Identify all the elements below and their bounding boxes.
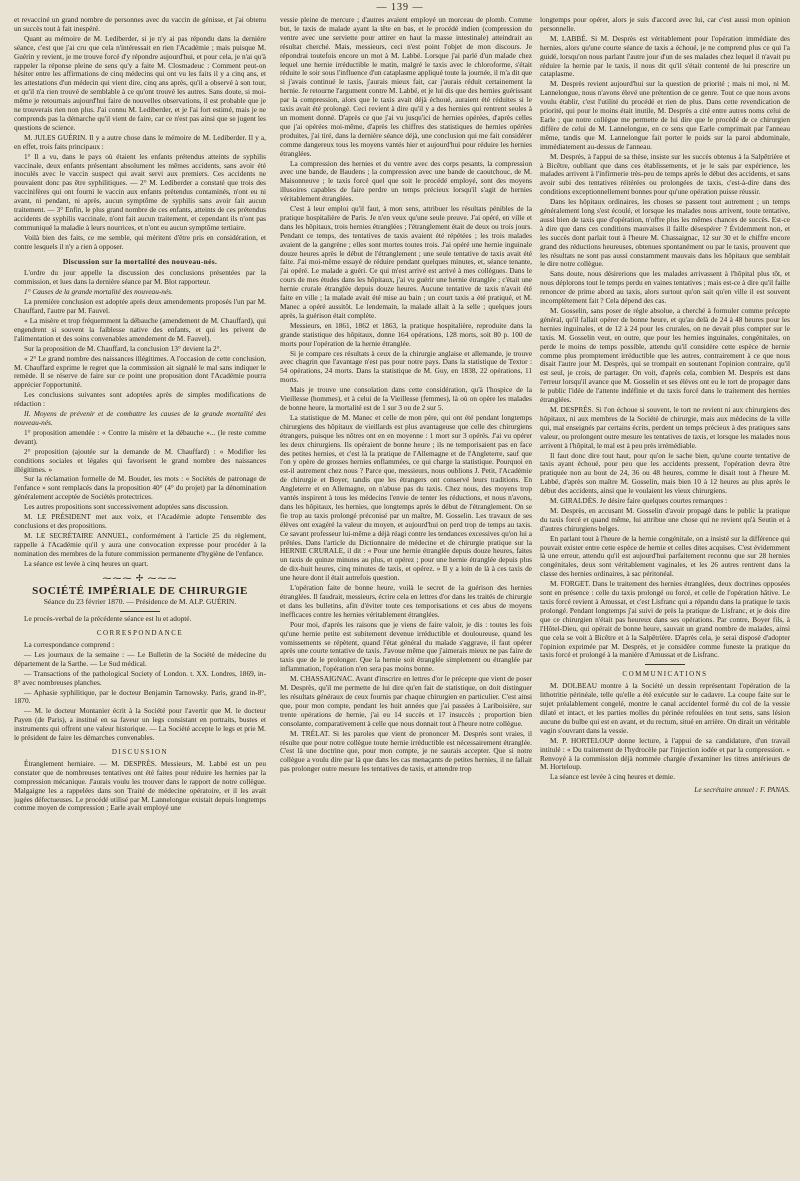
paragraph: M. Desprès, à l'appui de sa thèse, insiste sur les succès obtenus à la Salpêtrière et à Bicêtre, oubliant que dans ces établissements, et je le sais par expérience, les malades arrivent à l'infirmerie très-peu de temps après le début des accidents, et sans avoir subi des tentatives réitérées ou prolongées de taxis, c'est-à-dire dans des conditions exceptionnellement bonnes pour qu'une opération puisse réussir. bbox=[540, 151, 790, 197]
ornament-divider: ⁓⁓⁓ ✢ ⁓⁓⁓ bbox=[102, 573, 178, 584]
paragraph: Sur la réclamation formelle de M. Boudet, les mots : « Sociétés de patronage de l'enfance » sont remplacés dans la proposition 40° (4° du projet) par la dénomination généralement acceptée de Sociétés protectrices. bbox=[14, 474, 266, 502]
paragraph: 1° proposition amendée : « Contre la misère et la débauche »... (le reste comme devant). bbox=[14, 427, 266, 446]
paragraph: M. Desprès, en accusant M. Gosselin d'avoir propagé dans le public la pratique du taxis forcé et quand même, lui attribue une chose qui ne revient qu'à Seutin et à d'autres chirurgiens belges. bbox=[540, 505, 790, 533]
paragraph: Si je compare ces résultats à ceux de la chirurgie anglaise et allemande, je trouve avec chagrin que l'avantage n'est pas pour notre pays. Dans la statistique de Textor : 54 opérations, 24 morts. Dans la statistique de M. Guy, en 1838, 22 opérations, 11 morts. bbox=[280, 348, 532, 385]
divider bbox=[120, 611, 160, 612]
column-right bbox=[540, 16, 790, 1176]
paragraph: Sans doute, nous désirerions que les malades arrivassent à l'hôpital plus tôt, et nous déplorons tout le temps perdu en vaines tentatives ; mais est-ce à dire qu'il faille renoncer de prime abord au taxis, alors surtout qu'on sait qu'en ville il est souvent incomplètement fait ? Cela dépend des cas. bbox=[540, 269, 790, 306]
paragraph: longtemps pour opérer, alors je suis d'accord avec lui, car c'est aussi mon opinion personnelle. bbox=[540, 16, 790, 33]
paragraph: Les conclusions suivantes sont adoptées après de simples modifications de rédaction : bbox=[14, 390, 266, 409]
paragraph: En parlant tout à l'heure de la hernie congénitale, on a insisté sur la différence qui pouvait exister entre cette espèce de hernie et celles dites acquises. C'est évidemment là une erreur, attendu qu'il est aujourd'hui parfaitement reconnu que sur 28 hernies congénitales, deux sont véritablement vaginales, et les 26 autres rentrent dans la classe des hernies ordinaires, à sac péritonéal. bbox=[540, 533, 790, 579]
paragraph: La statistique de M. Manec et celle de mon père, qui ont été pendant longtemps chirurgiens des hôpitaux de vieillards est plus avantageuse que celle des chirurgiens étrangers, puisque les nôtres ont en en moyenne : 1 mort sur 3 opérés. J'ai vu opérer les deux chirurgiens. Ils opéraient de bonne heure ; ils ne temporisaient pas en face des petites hernies, et c'est là la pratique de l'Allemagne et de l'Angleterre, sauf que l'on y opère de grosses hernies enflammées, ce qui charge la statistique. Pourquoi en est-il autrement chez nous ? Parce que, messieurs, nous oublions J. Petit, l'Académie de chirurgie et Boyer, tandis que les étrangers ont conservé leurs traditions. En Angleterre et en Allemagne, on n'abuse pas du taxis. Chez nous, des moyens trop vantés inspirent à tous les médecins l'envie de tenter les réductions, et nous n'avons, dans les hôpitaux, les hernies, que longtemps après le début de l'étranglement. On se fie trop au taxis prolongé préconisé par un maître, M. Gosselin. Les travaux de ses élèves ont exagéré la valeur du moyen, et aujourd'hui on perd trop de temps au taxis. Ce savant professeur lui-même a déjà réagi contre les tendances excessives qu'on lui a prêtées. Dans l'article du Dictionnaire de médecine et de chirurgie pratique sur la HERNIE CRURALE, il dit : « Pour une hernie étranglée depuis douze heures, faites un taxis de quinze minutes au plus, et opérez ; pour une hernie étranglée depuis plus de dix-huit heures, cinq minutes de taxis, et opérez. » Il y a loin de là à ces taxis de une heure dont il était autrefois question. bbox=[280, 412, 532, 583]
paragraph: La séance est levée à cinq heures et demie. bbox=[550, 772, 675, 782]
paragraph: M. LABBÉ. Si M. Desprès est véritablement pour l'opération immédiate des hernies, alors qu'une courte séance de taxis a échoué, je ne comprend plus ce qui l'a guidé, lorsqu'on nous parlant l'autre jour d'un de ses malades chez lequel il n'avait pu réduire la hernie par le taxis, il nous dit qu'il s'était contenté de lui prescrire un cataplasme. bbox=[540, 33, 790, 79]
section-heading: Discussion sur la mortalité des nouveau-nés. bbox=[62, 256, 218, 266]
paragraph: La correspondance comprend : bbox=[24, 640, 115, 649]
paragraph: M. FORGET. Dans le traitement des hernies étranglées, deux doctrines opposées sont en présence : celle du taxis prolongé ou forcé, et celle de l'opération hâtive. Le taxis forcé revient à Amussat, et c'est Lisfranc qui a répandu dans la pratique le taxis prolongé. Pendant longtemps j'ai suivi de près la pratique de Lisfranc, et je dois dire que ce chirurgien n'était pas heureux dans ses opérations. Par contre, Boyer fils, à l'Hôtel-Dieu, qui opérait de bonne heure, sauvait un grand nombre de malades, ainsi que cela se voit à Bicêtre et à la Salpêtrière. D'après cela, je serai disposé d'adopter l'opinion exprimée par M. Desprès, et je considère comme funeste la pratique du taxis forcé et prolongé à la manière d'Amussat et de Lisfranc. bbox=[540, 579, 790, 660]
paragraph: 1° Il a vu, dans le pays où étaient les enfants prétendus atteints de syphilis vaccinale, deux enfants présentant absolument les mêmes accidents, sans avoir été inoculés avec le vaccin suspect qui avait servi aux premiers. Ces accidents ne pouvaient donc pas être syphilitiques. — 2° M. Lediberder a constaté que trois des vaccinifères qui ont fourni le vaccin aux enfants prétendus contaminés, n'ont eu ni avant, ni pendant, ni après, aucun symptôme de syphilis sans avoir fait aucun traitement. — 3° Enfin, le plus grand nombre de ces enfants, atteints de ces prétendus accidents de syphilis vaccinale, n'ont fait aucun traitement, et cependant ils n'ont pas communiqué la maladie à leurs nourrices, et n'ont eu aucun symptôme tertiaire. bbox=[14, 151, 266, 232]
paragraph: Il faut donc dire tout haut, pour qu'on le sache bien, qu'une courte tentative de taxis ayant échoué, pour peu que les accidents pressent, l'opération devra être pratiquée non au bout de 24, 36 ou 48 heures, comme le disait tout à l'heure M. Labbé, d'après son maître M. Gosselin, mais bien 10 à 12 heures au plus après le début des accidents, ainsi que le voulaient les vieux chirurgiens. bbox=[540, 450, 790, 496]
paragraph: Voilà bien des faits, ce me semble, qui méritent d'être pris en considération, et contre lesquels il n'y a rien à opposer. bbox=[14, 232, 266, 251]
column-left bbox=[14, 16, 266, 1176]
section-heading: COMMUNICATIONS bbox=[622, 670, 708, 679]
paragraph: M. P. HORTELOUP donne lecture, à l'appui de sa candidature, d'un travail intitulé : « Du traitement de l'hydrocèle par l'injection iodée et par la compression. » Renvoyé à la commission déjà nommée chargée d'examiner les titres antérieurs de M. Horteloup. bbox=[540, 735, 790, 772]
paragraph: La compression des hernies et du ventre avec des corps pesants, la compression avec une bande, de Baudens ; la compression avec une bande de caoutchouc, de M. Maisonneuve ; le taxis forcé quel que soit le procédé employé, sont des moyens illusoires capables de faire perdre un temps précieux lorsqu'il s'agit de hernies véritablement étranglées. bbox=[280, 158, 532, 204]
paragraph: Étranglement herniaire. — M. DESPRÈS. Messieurs, M. Labbé est un peu constater que de nombreuses tentatives ont été faites pour réduire les hernies par la compression mécanique. J'aurais voulu les trouver dans le rapport de notre collègue. Malgaigne les a rappelées dans son Traité de médecine opératoire, et il les avait jugées défectueuses. Le procédé utilisé par M. Lannelongue existait depuis longtemps comme moyen de compression ; Earle avait employé une bbox=[14, 758, 266, 813]
paragraph: — M. le docteur Montanier écrit à la Société pour l'avertir que M. le docteur Payen (de Paris), a institué en sa faveur un legs consistant en portraits, bustes et instruments qui offrent une valeur historique. — La Société accepte le legs et prie M. le président de faire les démarches convenables. bbox=[14, 706, 266, 743]
page-number: — 139 — bbox=[376, 2, 424, 13]
divider bbox=[645, 664, 685, 665]
column-middle bbox=[280, 16, 532, 1176]
paragraph: « La misère et trop fréquemment la débauche (amendement de M. Chauffard), qui engendrent si souvent la faiblesse native des enfants, et qui les privent de l'alimentation et des soins convenables amendement de M. Fauvel). bbox=[14, 316, 266, 343]
paragraph: M. TRÉLAT. Si les paroles que vient de prononcer M. Desprès sont vraies, il résulte que pour notre collègue toute hernie irréductible est nécessairement étranglée. C'est là une doctrine que, pour mon compte, je ne saurais accepter. Que si notre collègue a voulu dire par là que dans les cas menaçants de petites hernies, il ne fallait pas prolonger outre mesure les tentatives de taxis, et attendre trop bbox=[280, 728, 532, 774]
paragraph: Dans les hôpitaux ordinaires, les choses se passent tout autrement ; un temps généralement long s'est écoulé, et lorsque les malades nous arrivent, toute tentative, aussi bien de taxis que d'opération, n'offre plus les mêmes chances de succès. Est-ce à dire que dans ces conditions mauvaises il faille désespérer ? Évidemment non, et les succès dont parlait tout à l'heure M. Chassaignac, 12 sur 30 et le chiffre encore grand des réductions heureuses, obtenues spontanément ou par le taxis, prouvent que les résultats ne sont pas aussi constamment mauvais dans les hôpitaux que semblait le dire notre collègue. bbox=[540, 197, 790, 269]
paragraph: « 2° Le grand nombre des naissances illégitimes. A l'occasion de cette conclusion, M. Chauffard exprime le regret que la commission ait signalé le mal sans indiquer le remède. Il se réserve de faire sur ce point une proposition dont l'Académie pourra apprécier l'opportunité. bbox=[14, 353, 266, 390]
paragraph: M. GIRALDÈS. Je désire faire quelques courtes remarques : bbox=[550, 496, 728, 506]
paragraph: II. Moyens de prévenir et de combattre les causes de la grande mortalité des nouveau-nés. bbox=[14, 409, 266, 427]
paragraph: Quant au mémoire de M. Lediberder, si je n'y ai pas répondu dans la dernière séance, c'est que j'ai cru que cela n'intéressait en rien l'Académie ; mais puisque M. Guérin y revient, je me trouve forcé d'y répondre aujourd'hui, et pour cela, je n'ai qu'à rappeler la réponse pleine de sens qu'y a faite M. Closmadeuc : Comment peut-on hésiter entre les affirmations de cinq médecins qui ont vu les faits il y a cinq ans, et les attestations d'un médecin qui vient dire, cinq ans après, qu'il a observé à son tour, et qu'il n'a rien trouvé de semblable à ce qu'ont trouvé les autres. Sans doute, si moi-même je retournais aujourd'hui faire de nouvelles observations, il est probable que je ne trouverais rien non plus. J'ai connu M. Lediberder, et je l'ai fort estimé, mais je ne comprends pas la démarche qu'il vient de faire, car ce n'est pas ainsi que se jugent les questions de science. bbox=[14, 33, 266, 132]
paragraph: — Transactions of the pathological Society of London. t. XX. Londres, 1869, in-8° avec nombreuses planches. bbox=[14, 668, 266, 687]
paragraph: Mais je trouve une consolation dans cette considération, qu'à l'hospice de la Vieillesse (hommes), et à celui de la Vieillesse (femmes), là où on opère les malades de bonne heure, la mortalité est de 1 sur 3 ou de 2 sur 5. bbox=[280, 385, 532, 412]
section-heading: DISCUSSION bbox=[111, 747, 169, 756]
paragraph: Pour moi, d'après les raisons que je viens de faire valoir, je dis : toutes les fois qu'une hernie petite est subitement devenue irréductible et douloureuse, quand les vomissements se répètent, quand l'état général du malade s'aggrave, il faut opérer après une courte tentative de taxis. J'avoue même que j'aimerais mieux ne pas faire de taxis que de le prolonger. Que la hernie soit étranglée simplement ou étranglée par inflammation, l'opération n'en sera pas moins bonne. bbox=[280, 619, 532, 674]
paragraph: Les autres propositions sont successivement adoptées sans discussion. bbox=[24, 502, 229, 512]
paragraph: Sur la proposition de M. Chauffard, la conclusion 13° devient la 2°. bbox=[24, 343, 222, 353]
paragraph: C'est à leur emploi qu'il faut, à mon sens, attribuer les résultats pénibles de la pratique hospitalière de Paris. Je n'en veux qu'une seule preuve. J'ai opéré, en ville et dans les hôpitaux, trois hernies étranglées ; l'étranglement était de deux ou trois jours. Pendant ce temps, des tentatives de taxis avaient été répétées ; les trois malades avaient de la gangrène ; elles sont mortes toutes trois. J'ai opéré une hernie inguinale douze heures après le début de l'étranglement ; une seule tentative de taxis avait été faite. J'ai moi-même essayé de réduire pendant quelques minutes, et, séance tenante, j'ai opéré. Le malade a guéri. Ce qui m'est arrivé est arrivé à mes collègues. Dans le cours de mes études dans les hôpitaux, j'ai vu guérir une hernie étranglée ; c'était une hernie crurale étranglée depuis douze heures. Aucune tentative de taxis n'avait été faite en ville ; la malade avait été mise au bain ; un court taxis a été pratiqué, et M. Manec a opéré aussitôt. Le lendemain, la malade allait à la selle ; quelques jours après, la guérison était complète. bbox=[280, 204, 532, 320]
paragraph: M. LE SECRÉTAIRE ANNUEL, conformément à l'article 25 du règlement, rappelle à l'Académie qu'il y aura une convocation expresse pour procéder à la nomination des membres de la future commission permanente d'hygiène de l'enfance. bbox=[14, 530, 266, 558]
section-heading: CORRESPONDANCE bbox=[96, 629, 184, 638]
paragraph: Le procès-verbal de la précédente séance est lu et adopté. bbox=[24, 614, 192, 624]
paragraph: M. DOLBEAU montre à la Société un dessin représentant l'opération de la lithotritie périnéale, telle qu'elle a été exécutée sur le cadavre. La coupe faite sur le sujet préalablement congelé, montre le canal accidentel formé du col de la vessie dilaté et intact, et les parties molles du périnée refoulées en tout sens, sans lésion aucune du bulbe qui est en avant, et du rectum, situé en arrière. On dirait un véritable vagin s'ouvrant dans la vessie. bbox=[540, 681, 790, 735]
paragraph: M. Desprès revient aujourd'hui sur la question de priorité ; mais ni moi, ni M. Lannelongue, nous n'avons élevé une prétention de ce genre. Tout ce que nous avons voulu établir, c'est l'utilité du procédé et rien de plus. Dans cette revendication de priorité, qui pour le moins était inutile, M. Desprès a cité entre autres noms celui de Earle ; que notre collègue me permette de lui dire que le procédé de ce chirurgien diffère de celui de M. Lannelongue, en ce sens que Earle comprimait par l'anneau même, tandis que M. Lannelongue fait porter le poids sur la paroi abdominale, immédiatement au-dessus de l'anneau. bbox=[540, 79, 790, 151]
paragraph: — Aphasie syphilitique, par le docteur Benjamin Tarnowsky. Paris, grand in-8°, 1870. bbox=[14, 687, 266, 706]
paragraph: — Les journaux de la semaine : — Le Bulletin de la Société de médecine du département de la Sarthe. — Le Sud médical. bbox=[14, 649, 266, 668]
paragraph: L'ordre du jour appelle la discussion des conclusions présentées par la commission, et lues dans la dernière séance par M. Blot rapporteur. bbox=[14, 268, 266, 287]
paragraph: et revacciné un grand nombre de personnes avec du vaccin de génisse, et j'ai obtenu un succès tout à fait inespéré. bbox=[14, 16, 266, 33]
paragraph: M. DESPRÈS. Si l'on échoue si souvent, le tort ne revient ni aux chirurgiens des hôpitaux, ni aux membres de la Société de chirurgie, mais aux médecins de la ville qui, mal enseignés par certains écrits, perdent un temps précieux à des pratiques sans valeur, ou prolongent outre mesure les tentatives de taxis, et lorsque les malades nous arrivent à l'hôpital, le mal est à peu près irrémédiable. bbox=[540, 404, 790, 450]
paragraph: La séance est levée à cinq heures un quart. bbox=[24, 558, 149, 568]
paragraph: M. LE PRÉSIDENT met aux voix, et l'Académie adopte l'ensemble des conclusions et des propositions. bbox=[14, 512, 266, 530]
paragraph: M. JULES GUÉRIN. Il y a autre chose dans le mémoire de M. Lediberder. Il y a, en effet, trois faits principaux : bbox=[14, 132, 266, 151]
signature-line: Le secrétaire annuel : F. PANAS. bbox=[694, 785, 790, 795]
paragraph: M. Gosselin, sans poser de règle absolue, a cherché à formuler comme précepte général, qu'il fallait opérer de bonne heure, et qu'au delà de 24 à 48 heures pour les hernies inguinales, et de 12 à 24 pour les crurales, on ne devait plus compter sur le taxis. M. Gosselin veut, en outre, que pour les hernies inguinales, congénitales, on perde le moins de temps possible, attendu qu'il considère cette espèce de hernie comme plus promptement irréductible que les autres, contrairement à ce que nous disait l'autre jour M. Desprès, qui se trompait en soutenant l'opinion contraire, qu'il est seul, je crois, de partager. On voit, d'après cela, combien M. Desprès est dans l'erreur lorsqu'il avance que M. Gosselin et ses élèves ont eu le tort de propager dans le public l'idée de l'attente indéfinie et du taxis forcé dans le traitement des hernies étranglées. bbox=[540, 306, 790, 405]
paragraph: M. CHASSAIGNAC. Avant d'inscrire en lettres d'or le précepte que vient de poser M. Desprès, qu'il me permette de lui dire qu'en fait de statistique, on doit distinguer les résultats généraux de ceux fournis par chaque chirurgien en particulier. C'est ainsi que, pour mon compte, pendant les huit années que j'ai passées à Lariboisière, sur trente opérations de hernie, j'ai eu 14 succès et 17 insuccès ; proportion bien consolante, comparativement à celle que nous donnait tout à l'heure notre collègue. bbox=[280, 674, 532, 728]
paragraph: L'opération faite de bonne heure, voilà le secret de la guérison des hernies étranglées. Il faudrait, messieurs, écrire cela en lettres d'or dans les traités de chirurgie et dans les bulletins, afin d'éviter toute ces temporisations et ces abus de moyens inefficaces contre les hernies véritablement étranglées. bbox=[280, 583, 532, 619]
session-line: Séance du 23 février 1870. — Présidence de M. ALP. GUÉRIN. bbox=[43, 597, 237, 607]
society-title: SOCIÉTÉ IMPÉRIALE DE CHIRURGIE bbox=[32, 585, 248, 598]
paragraph: La première conclusion est adoptée après deux amendements proposés l'un par M. Chauffard, l'autre par M. Fauvel. bbox=[14, 297, 266, 316]
paragraph: 1° Causes de la grande mortalité des nouveau-nés. bbox=[24, 287, 173, 297]
paragraph: Messieurs, en 1861, 1862 et 1863, la pratique hospitalière, reproduite dans la grande statistique des hôpitaux, donne 164 opérations, 128 morts, soit 80 p. 100 de morts pour l'opération de la hernie étranglée. bbox=[280, 320, 532, 348]
paragraph: 2° proposition (ajoutée sur la demande de M. Chauffard) : « Modifier les conditions sociales et légales qui favorisent le grand nombre des naissances illégitimes. » bbox=[14, 446, 266, 474]
paragraph: vessie pleine de mercure ; d'autres avaient employé un morceau de plomb. Comme but, le taxis de malade ayant la tête en bas, et le procédé indien (compression du ventre avec une serviette pour attirer en haut la masse intestinale) atteindrait au résultat cherché. Mais, messieurs, ceci n'est point l'objet de mon discours. Je répondrai toutefois encore un mot à M. Labbé. Lorsque j'ai parlé d'un malade chez lequel une hernie irréductible le matin, malgré le taxis avec le chloroforme, s'était réduite le soir sous l'influence d'un cataplasme appliqué toute la journée, il m'a dit que si j'avais continué le taxis, j'aurais mieux fait, car j'aurais réduit certainement la hernie. Je retourne l'argument contre M. Labbé, et je lui dis que des hernies guérissant par la compression, alors que le taxis avait déjà échoué, auraient été réduites si le taxis avait été prolongé. Ceci revient à dire qu'il y a des hernies qui rentrent seules à un moment donné. D'après ce que j'ai vu jusqu'ici de hernies opérées, d'après celles que j'ai opérées moi-même, d'après les chiffres des statistiques de hernies opérées produites, j'ai tiré, dans la dernière séance déjà, une conclusion qui me fait considérer comme dangereux tous les moyens vantés hier et aujourd'hui pour réduire les hernies étranglées. bbox=[280, 16, 532, 158]
